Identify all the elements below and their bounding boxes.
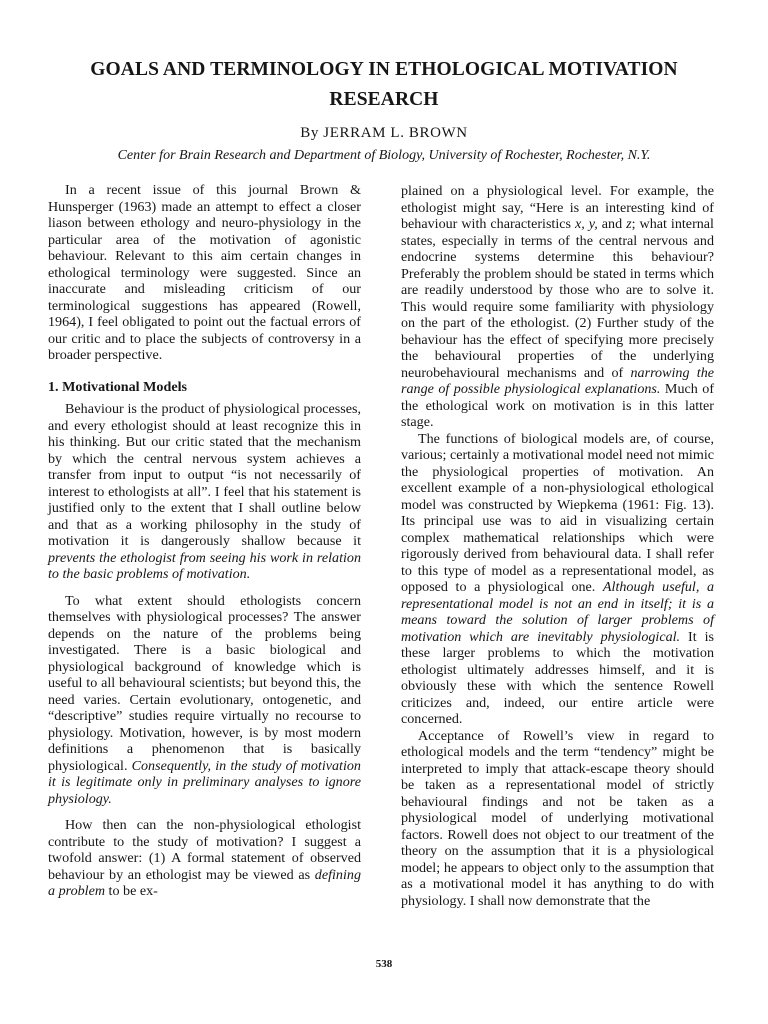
page-number: 538 (375, 958, 393, 970)
left-column (48, 182, 361, 900)
article-title (60, 55, 708, 115)
title-line-1: GOALS AND TERMINOLOGY IN ETHOLOGICAL MOTIVATION (90, 59, 678, 80)
section-heading: 1. Motivational Models (48, 378, 187, 395)
paragraph-biological-models: The functions of biological models are, of course, various; certainly a motivational model need not mimic the physiological properties of motivation. An excellent example of a non-physiological ethological model was constructed by Wiepkema (1961: Fig. 13). Its principal use was to aid in visualizing certain complex mathematical relationships which were rigorously derived from behavioural data. I shall refer to this type of model as a representational model, as opposed to a physiological one. Although useful, a representational model is not an end in itself; it is a means toward the solution of larger problems of motivation which are inevitably physiological. It is these larger problems to which the motivation ethologist ultimately addresses himself, and it is obviously these with which the sentence Rowell criticizes and, indeed, our entire article were concerned. (401, 430, 714, 727)
title-line-2: RESEARCH (329, 89, 439, 110)
paragraph-behaviour: Behaviour is the product of physiological processes, and every ethologist should at least recognize this in his thinking. But our critic stated that the mechanism by which the central nervous system achieves a transfer from input to output “is not necessarily of interest to ethologists at all”. I feel that his statement is justified only to the extent that I shall outline below and that as a working philosophy in the study of motivation it is dangerously shallow because it prevents the ethologist from seeing his work in relation to the basic problems of motivation. (48, 401, 361, 582)
author-affiliation: Center for Brain Research and Department of Biology, University of Rochester, Rochester, N.Y. (117, 148, 651, 163)
author-byline: By JERRAM L. BROWN (300, 125, 468, 141)
paragraph-ethologists-concern: To what extent should ethologists concern themselves with physiological processes? The answer depends on the nature of the problems being investigated. There is a basic biological and physiological background of knowledge which is useful to all behavioural scientists; but beyond this, the need varies. Certain evolutionary, ontogenetic, and “descriptive” studies require virtually no recourse to physiology. Motivation, however, is by most modern definitions a phenomenon that is basically physiological. Consequently, in the study of motivation it is legitimate only in preliminary analyses to ignore physiology. (48, 592, 361, 807)
right-column (401, 183, 714, 909)
paragraph-rowell-view: Acceptance of Rowell’s view in regard to ethological models and the term “tendency” might be interpreted to imply that attack-escape theory should be taken as a representational model of strictly behavioural findings and not be taken as a physiological model of underlying motivational factors. Rowell does not object to our treatment of the theory on the assumption that it is a physiological model; he appears to object only to the assumption that as a motivational model it has anything to do with physiology. I shall now demonstrate that the (401, 727, 714, 909)
paragraph-intro: In a recent issue of this journal Brown & Hunsperger (1963) made an attempt to effect a closer liason between ethology and neuro-physiology in the particular area of the motivation of agonistic behaviour. Relevant to this aim certain changes in ethological terminology were suggested. Since an inaccurate and misleading criticism of our terminological suggestions has appeared (Rowell, 1964), I feel obligated to point out the factual errors of our critic and to place the subjects of controversy in a broader perspective. (48, 182, 361, 363)
paragraph-twofold-answer: How then can the non-physiological ethologist contribute to the study of motivation? I suggest a twofold answer: (1) A formal statement of observed behaviour by an ethologist may be viewed as defining a problem to be ex- (48, 817, 361, 899)
paragraph-continuation: plained on a physiological level. For example, the ethologist might say, “Here is an interesting kind of behaviour with characteristics x, y, and z; what internal states, especially in terms of the central nervous and endocrine systems determine this behaviour? Preferably the problem should be stated in terms which are readily understood by those who are to solve it. This would require some familiarity with physiology on the part of the ethologist. (2) Further study of the behaviour has the effect of specifying more precisely the behavioural properties of the underlying neurobehavioural mechanisms and of narrowing the range of possible physiological explanations. Much of the ethological work on motivation is in this latter stage. (401, 183, 715, 430)
